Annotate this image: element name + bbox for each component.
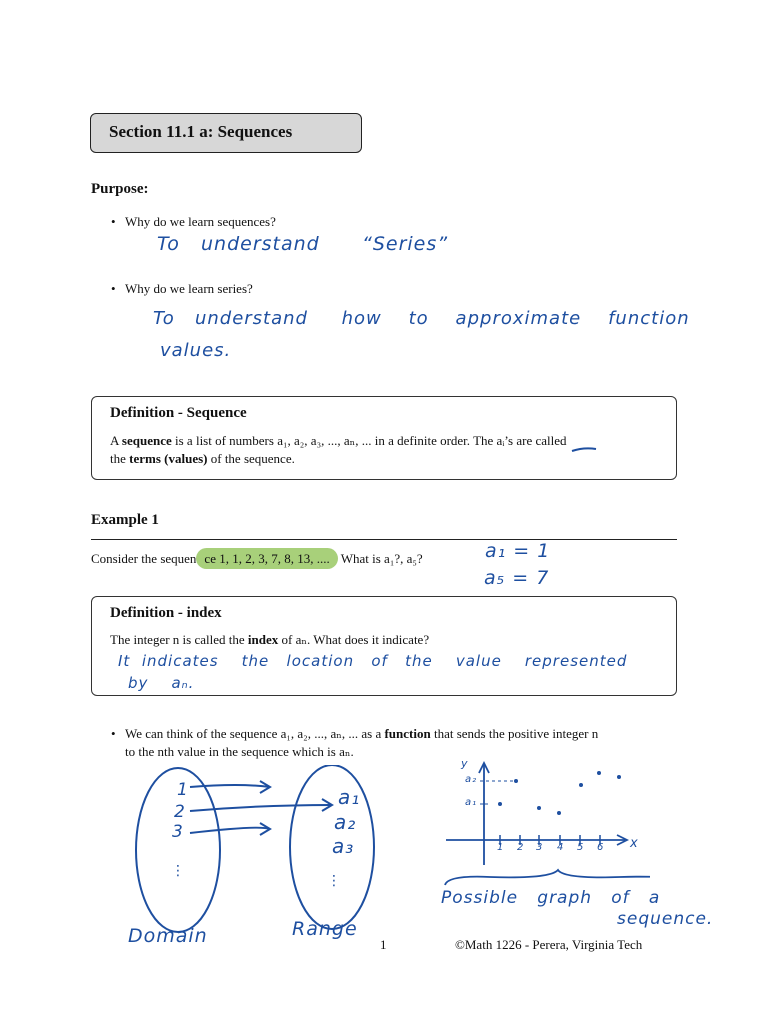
range-item-2: a₂ <box>334 810 357 834</box>
sequence-points <box>498 771 621 815</box>
domain-item-2: 2 <box>174 802 186 822</box>
question-sequences: • Why do we learn sequences? <box>125 214 276 230</box>
definition-index-title: Definition - index <box>110 605 222 621</box>
graph-x-tick-6: 6 <box>597 842 605 853</box>
example-text <box>91 551 423 567</box>
definition-index-answer-line1: It indicates the location of the value represented <box>118 652 628 670</box>
range-item-3: a₃ <box>332 834 355 858</box>
arrow-1 <box>190 785 270 787</box>
definition-sequence-title: Definition - Sequence <box>110 405 247 421</box>
page-number: 1 <box>380 937 387 952</box>
graph-x-tick-1: 1 <box>497 842 505 853</box>
graph-x-tick-2: 2 <box>517 842 525 853</box>
bullet3-bold: function <box>384 726 431 741</box>
graph-x-label: x <box>630 836 639 851</box>
footer-credit: ©Math 1226 - Perera, Virginia Tech <box>455 937 643 952</box>
def1-line2-post: of the sequence. <box>207 451 295 466</box>
definition-sequence-line2 <box>110 451 295 467</box>
purpose-heading: Purpose: <box>91 181 149 197</box>
hand-answer-a5: a₅ = 7 <box>484 567 550 589</box>
section-title-box <box>90 113 362 153</box>
hand-answer-a1: a₁ = 1 <box>485 540 551 562</box>
graph-x-tick-4: 4 <box>557 842 565 853</box>
underline-mark <box>570 445 598 457</box>
def2-line-pre: The integer n is called the <box>110 632 248 647</box>
bullet3-pre: We can think of the sequence a₁, a₂, ..., aₙ, ... as a <box>125 726 385 741</box>
graph-y-label: y <box>461 757 469 770</box>
def1-line1-mid: is a list of numbers a₁, a₂, a₃, ..., aₙ, ... in a definite order. The aᵢ’s are called <box>171 433 567 448</box>
example-heading: Example 1 <box>91 512 159 528</box>
section-title: Section 11.1 a: Sequences <box>109 122 293 141</box>
graph-caption-line1: Possible graph of a <box>441 888 661 908</box>
example-post: What is a₁?, a₅? <box>337 551 423 566</box>
def1-line1-bold: sequence <box>121 433 172 448</box>
function-bullet-line2: to the nth value in the sequence which is aₙ. <box>125 744 354 759</box>
definition-index-line <box>110 632 429 648</box>
definition-sequence-box <box>91 396 677 480</box>
graph-y-tick-a2: a₂ <box>465 774 478 785</box>
def2-line-post: of aₙ. What does it indicate? <box>278 632 430 647</box>
function-bullet-line1 <box>125 726 598 742</box>
svg-text:⋮: ⋮ <box>327 873 341 889</box>
domain-label: Domain <box>128 925 208 947</box>
answer-sequences: To understand “Series” <box>157 233 449 255</box>
range-label: Range <box>292 918 358 940</box>
def2-line-bold: index <box>247 632 279 647</box>
arrow-2 <box>190 805 332 811</box>
graph-y-tick-a1: a₁ <box>465 797 478 808</box>
bullet3-post: that sends the positive integer n <box>430 726 599 741</box>
svg-text:⋮: ⋮ <box>171 863 185 879</box>
def1-line2-bold: terms (values) <box>129 451 208 466</box>
domain-item-3: 3 <box>172 822 184 842</box>
range-item-1: a₁ <box>338 785 361 809</box>
example-highlight: ce 1, 1, 2, 3, 7, 8, 13, .... <box>196 548 337 569</box>
example-rule <box>91 539 677 540</box>
answer-series-line2: values. <box>160 340 232 361</box>
definition-index-box <box>91 596 677 696</box>
graph-x-tick-5: 5 <box>577 842 585 853</box>
domain-item-1: 1 <box>177 780 189 800</box>
answer-series-line1: To understand how to approximate function <box>153 308 690 329</box>
arrow-3 <box>190 828 270 833</box>
def1-line2-pre: the <box>110 451 130 466</box>
definition-sequence-line1 <box>110 433 567 449</box>
brace <box>445 870 650 885</box>
question-series: • Why do we learn series? <box>125 281 253 297</box>
graph-caption-line2: sequence. <box>617 909 714 929</box>
graph-x-tick-3: 3 <box>536 842 544 853</box>
def1-line1-pre: A <box>110 433 122 448</box>
example-pre: Consider the sequen <box>91 551 197 566</box>
definition-index-answer-line2: by aₙ. <box>128 674 195 692</box>
